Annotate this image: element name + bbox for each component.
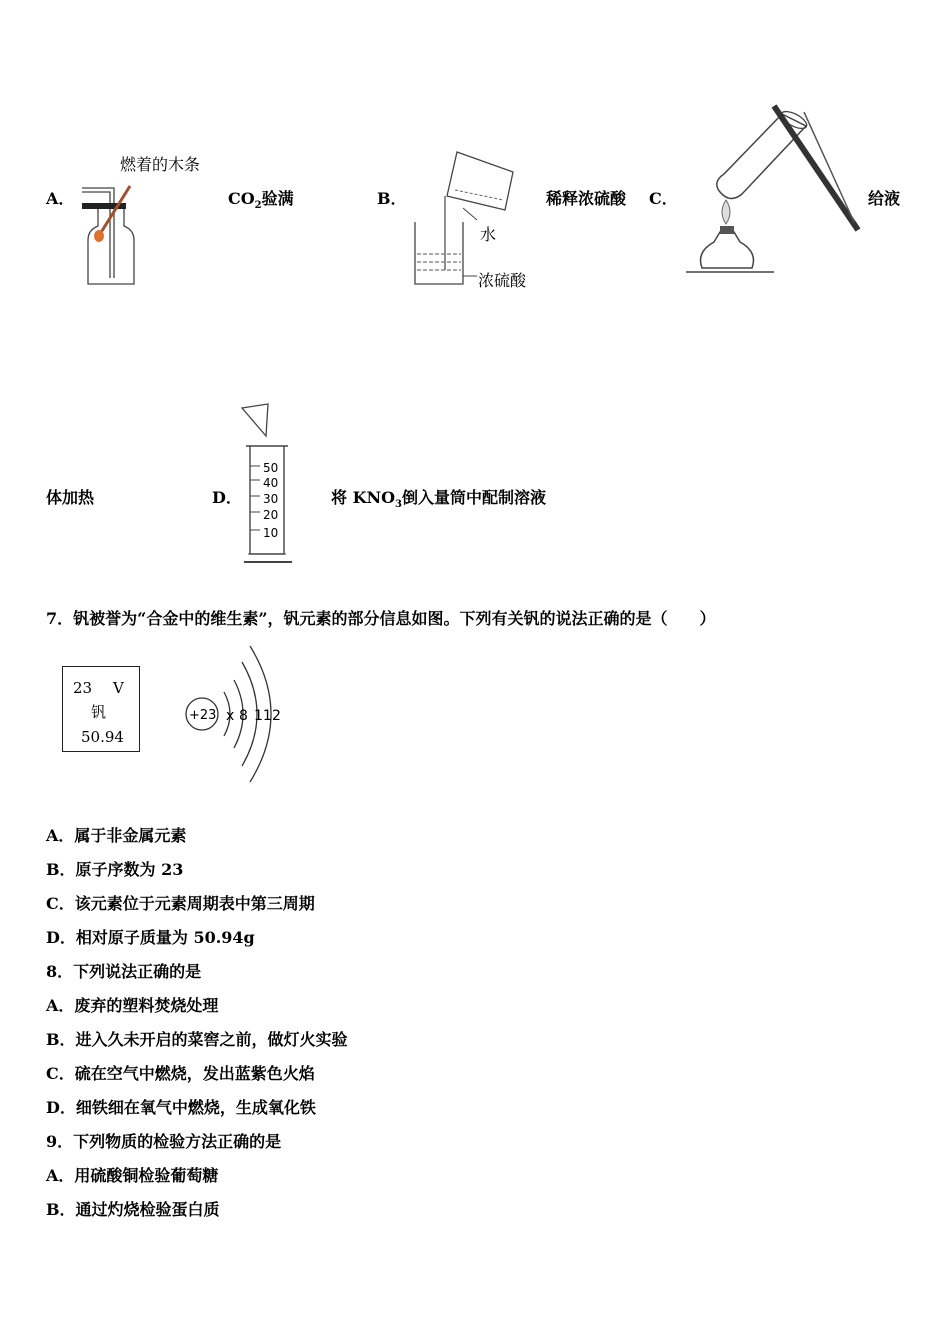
option-b-text: 稀释浓硫酸 [546, 189, 627, 208]
option-c-letter: C． [649, 189, 678, 208]
q8-stem: 8．下列说法正确的是 [46, 962, 202, 981]
q8-option-d: D．细铁细在氧气中燃烧，生成氧化铁 [46, 1098, 316, 1117]
q7-stem: 7．钒被誉为“合金中的维生素”，钒元素的部分信息如图。下列有关钒的说法正确的是（ ） [46, 609, 716, 628]
scale-label: 40 [263, 476, 279, 490]
q7-option-b: B．原子序数为 23 [46, 860, 184, 879]
scale-label: 10 [263, 526, 279, 540]
scale-label: 30 [263, 492, 279, 506]
scale-label: 20 [263, 508, 279, 522]
element-name: 钒 [91, 703, 107, 721]
option-d-letter: D． [212, 488, 242, 507]
shell-electrons: 11 [254, 708, 272, 724]
q9-option-b: B．通过灼烧检验蛋白质 [46, 1200, 220, 1219]
nucleus-charge: +23 [189, 708, 217, 723]
q7-option-d: D．相对原子质量为 50.94g [46, 928, 255, 947]
burning-stick-label: 燃着的木条 [120, 155, 201, 174]
element-card [62, 666, 140, 752]
option-a-letter: A． [46, 189, 75, 208]
q8-option-b: B．进入久未开启的菜窖之前，做灯火实验 [46, 1030, 348, 1049]
option-d-text: 将 $KNO_3$倒入量筒中配制溶液 [331, 488, 547, 511]
atomic-number: 23 [73, 679, 93, 697]
gas-bottle-diagram [78, 178, 140, 288]
option-c-text-part2: 体加热 [46, 488, 95, 507]
q7-option-c: C．该元素位于元素周期表中第三周期 [46, 894, 315, 913]
option-a-text: $CO_2$验满 [228, 189, 294, 212]
graduated-cylinder-diagram [236, 402, 298, 566]
q9-option-a: A．用硫酸铜检验葡萄糖 [46, 1166, 219, 1185]
option-b-letter: B． [377, 189, 407, 208]
heating-liquid-diagram [682, 104, 862, 276]
shell-electrons: 8 [239, 708, 248, 724]
atom-structure-diagram [180, 640, 290, 788]
atomic-mass: 50.94 [81, 728, 124, 746]
shell-electrons: 2 [272, 708, 281, 724]
q9-stem: 9．下列物质的检验方法正确的是 [46, 1132, 282, 1151]
option-c-text-part1: 给液 [868, 189, 901, 208]
q7-option-a: A．属于非金属元素 [46, 826, 187, 845]
q8-option-a: A．废弃的塑料焚烧处理 [46, 996, 219, 1015]
water-label: 水 [480, 225, 497, 244]
q8-option-c: C．硫在空气中燃烧，发出蓝紫色火焰 [46, 1064, 315, 1083]
conc-acid-label: 浓硫酸 [478, 271, 527, 290]
scale-label: 50 [263, 461, 279, 475]
element-symbol: V [113, 679, 124, 697]
shell-electrons: x [226, 708, 235, 724]
